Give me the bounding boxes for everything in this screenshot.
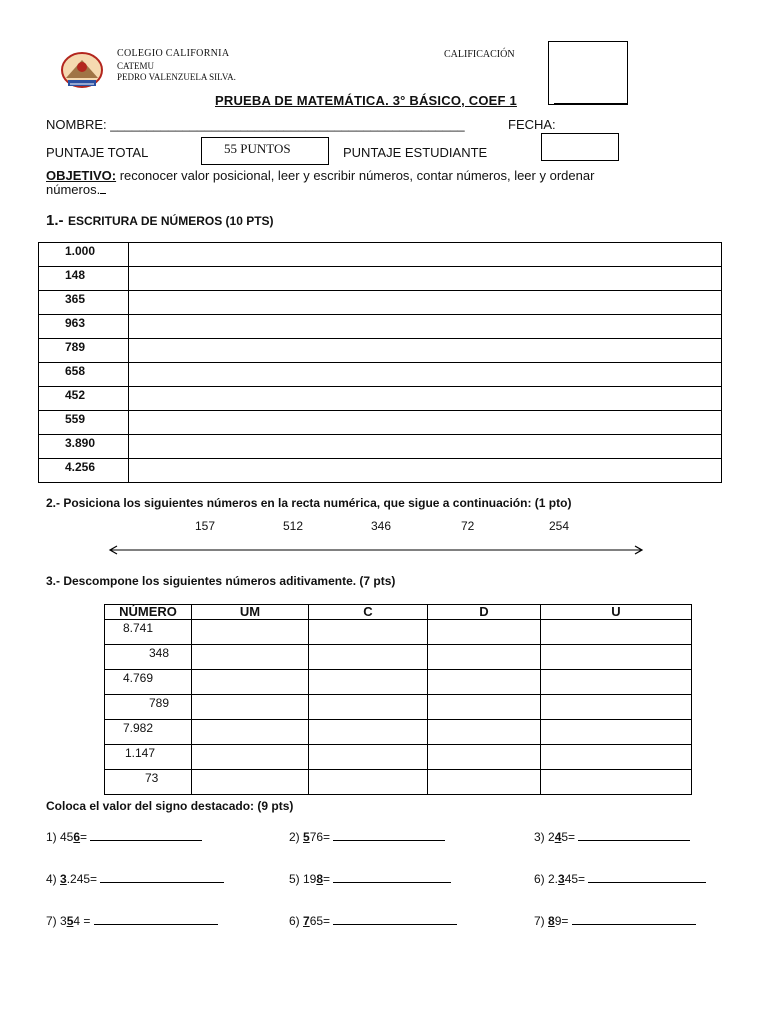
answer-cell[interactable] bbox=[129, 291, 722, 315]
section2-heading: 2.- Posiciona los siguientes números en la recta numérica, que sigue a continuación: (1 pto) bbox=[46, 496, 572, 510]
number-cell: 4.256 bbox=[39, 459, 129, 483]
student-score-box[interactable] bbox=[541, 133, 619, 161]
number-cell: 365 bbox=[39, 291, 129, 315]
number-cell: 963 bbox=[39, 315, 129, 339]
name-field[interactable]: NOMBRE: _________________________________________________ bbox=[46, 117, 465, 132]
table-row bbox=[39, 243, 722, 267]
answer-cell[interactable] bbox=[192, 745, 309, 770]
answer-cell[interactable] bbox=[428, 620, 541, 645]
answer-cell[interactable] bbox=[428, 720, 541, 745]
answer-cell[interactable] bbox=[309, 620, 428, 645]
answer-cell[interactable] bbox=[428, 770, 541, 795]
number-line[interactable] bbox=[108, 544, 644, 556]
total-score-label: PUNTAJE TOTAL bbox=[46, 145, 149, 160]
table-row bbox=[39, 315, 722, 339]
answer-cell[interactable] bbox=[541, 770, 692, 795]
number-cell: 3.890 bbox=[39, 435, 129, 459]
answer-cell[interactable] bbox=[309, 645, 428, 670]
exercise-item[interactable]: 6) 765= bbox=[289, 913, 457, 928]
table-row bbox=[39, 363, 722, 387]
section4-heading: Coloca el valor del signo destacado: (9 pts) bbox=[46, 799, 294, 813]
answer-cell[interactable] bbox=[129, 243, 722, 267]
answer-cell[interactable] bbox=[428, 670, 541, 695]
table-row bbox=[39, 291, 722, 315]
answer-cell[interactable] bbox=[309, 720, 428, 745]
answer-cell[interactable] bbox=[129, 315, 722, 339]
school-name: COLEGIO CALIFORNIA bbox=[117, 48, 230, 59]
number-cell: 789 bbox=[39, 339, 129, 363]
answer-cell[interactable] bbox=[541, 620, 692, 645]
answer-cell[interactable] bbox=[129, 411, 722, 435]
date-label: FECHA: bbox=[508, 117, 556, 132]
numberline-number: 157 bbox=[195, 519, 216, 533]
answer-cell[interactable] bbox=[541, 645, 692, 670]
answer-cell[interactable] bbox=[309, 770, 428, 795]
table-row bbox=[39, 435, 722, 459]
answer-cell[interactable] bbox=[192, 670, 309, 695]
answer-cell[interactable] bbox=[428, 745, 541, 770]
numberline-number: 512 bbox=[283, 519, 304, 533]
number-cell: 8.741 bbox=[105, 620, 192, 645]
objective-text: reconocer valor posicional, leer y escribir números, contar números, leer y ordenar bbox=[116, 168, 595, 183]
answer-cell[interactable] bbox=[541, 670, 692, 695]
col-header: UM bbox=[192, 605, 309, 620]
answer-cell[interactable] bbox=[309, 670, 428, 695]
answer-cell[interactable] bbox=[192, 720, 309, 745]
exercise-item[interactable]: 4) 3.245= bbox=[46, 871, 224, 886]
answer-cell[interactable] bbox=[129, 339, 722, 363]
school-city: CATEMU bbox=[117, 61, 155, 71]
exercise-item[interactable]: 5) 198= bbox=[289, 871, 451, 886]
number-cell: 658 bbox=[39, 363, 129, 387]
table-row bbox=[39, 267, 722, 291]
objective-label: OBJETIVO: bbox=[46, 168, 117, 183]
table-row bbox=[105, 745, 692, 770]
number-cell: 1.000 bbox=[39, 243, 129, 267]
number-cell: 452 bbox=[39, 387, 129, 411]
exercise-item[interactable]: 1) 456= bbox=[46, 829, 202, 844]
number-cell: 789 bbox=[105, 695, 192, 720]
answer-cell[interactable] bbox=[129, 435, 722, 459]
answer-cell[interactable] bbox=[129, 459, 722, 483]
numberline-number: 72 bbox=[461, 519, 475, 533]
number-cell: 73 bbox=[105, 770, 192, 795]
number-cell: 348 bbox=[105, 645, 192, 670]
col-header: U bbox=[541, 605, 692, 620]
objective bbox=[46, 168, 594, 183]
answer-cell[interactable] bbox=[541, 695, 692, 720]
section3-heading: 3.- Descompone los siguientes números aditivamente. (7 pts) bbox=[46, 574, 396, 588]
grade-label: CALIFICACIÓN bbox=[444, 49, 515, 60]
answer-cell[interactable] bbox=[541, 745, 692, 770]
exercise-item[interactable]: 6) 2.345= bbox=[534, 871, 706, 886]
exercise-item[interactable]: 3) 245= bbox=[534, 829, 690, 844]
number-cell: 148 bbox=[39, 267, 129, 291]
exercise-item[interactable]: 2) 576= bbox=[289, 829, 445, 844]
answer-cell[interactable] bbox=[192, 770, 309, 795]
answer-cell[interactable] bbox=[129, 363, 722, 387]
student-score-label: PUNTAJE ESTUDIANTE bbox=[343, 145, 488, 160]
answer-cell[interactable] bbox=[192, 645, 309, 670]
number-cell: 7.982 bbox=[105, 720, 192, 745]
number-cell: 559 bbox=[39, 411, 129, 435]
exercise-item[interactable]: 7) 354 = bbox=[46, 913, 218, 928]
table-row bbox=[39, 387, 722, 411]
col-header: D bbox=[428, 605, 541, 620]
school-logo bbox=[60, 52, 104, 92]
answer-cell[interactable] bbox=[192, 695, 309, 720]
page-title: PRUEBA DE MATEMÁTICA. 3° BÁSICO, COEF 1 bbox=[215, 93, 517, 108]
table-row bbox=[39, 459, 722, 483]
table-row bbox=[105, 670, 692, 695]
objective-text-2: números. bbox=[46, 182, 106, 197]
col-header: C bbox=[309, 605, 428, 620]
table-row bbox=[105, 770, 692, 795]
answer-cell[interactable] bbox=[192, 620, 309, 645]
exercise-item[interactable]: 7) 89= bbox=[534, 913, 696, 928]
table-row bbox=[105, 695, 692, 720]
answer-cell[interactable] bbox=[541, 720, 692, 745]
teacher-name: PEDRO VALENZUELA SILVA. bbox=[117, 72, 236, 82]
table-row bbox=[105, 620, 692, 645]
total-score-value: 55 PUNTOS bbox=[224, 141, 291, 156]
grade-box[interactable] bbox=[548, 41, 628, 105]
answer-cell[interactable] bbox=[129, 387, 722, 411]
table-row bbox=[105, 720, 692, 745]
answer-cell[interactable] bbox=[428, 645, 541, 670]
numberline-number: 254 bbox=[549, 519, 570, 533]
table-row bbox=[39, 339, 722, 363]
answer-cell[interactable] bbox=[309, 695, 428, 720]
decomposition-table bbox=[104, 604, 692, 795]
answer-cell[interactable] bbox=[428, 695, 541, 720]
number-writing-table bbox=[38, 242, 722, 483]
answer-cell[interactable] bbox=[129, 267, 722, 291]
number-cell: 4.769 bbox=[105, 670, 192, 695]
answer-cell[interactable] bbox=[309, 745, 428, 770]
section1-heading: 1.- ESCRITURA DE NÚMEROS (10 PTS) bbox=[46, 212, 274, 229]
number-cell: 1.147 bbox=[105, 745, 192, 770]
col-header: NÚMERO bbox=[105, 605, 192, 620]
table-row bbox=[105, 645, 692, 670]
total-score-box bbox=[201, 137, 329, 165]
table-row bbox=[39, 411, 722, 435]
numberline-number: 346 bbox=[371, 519, 392, 533]
